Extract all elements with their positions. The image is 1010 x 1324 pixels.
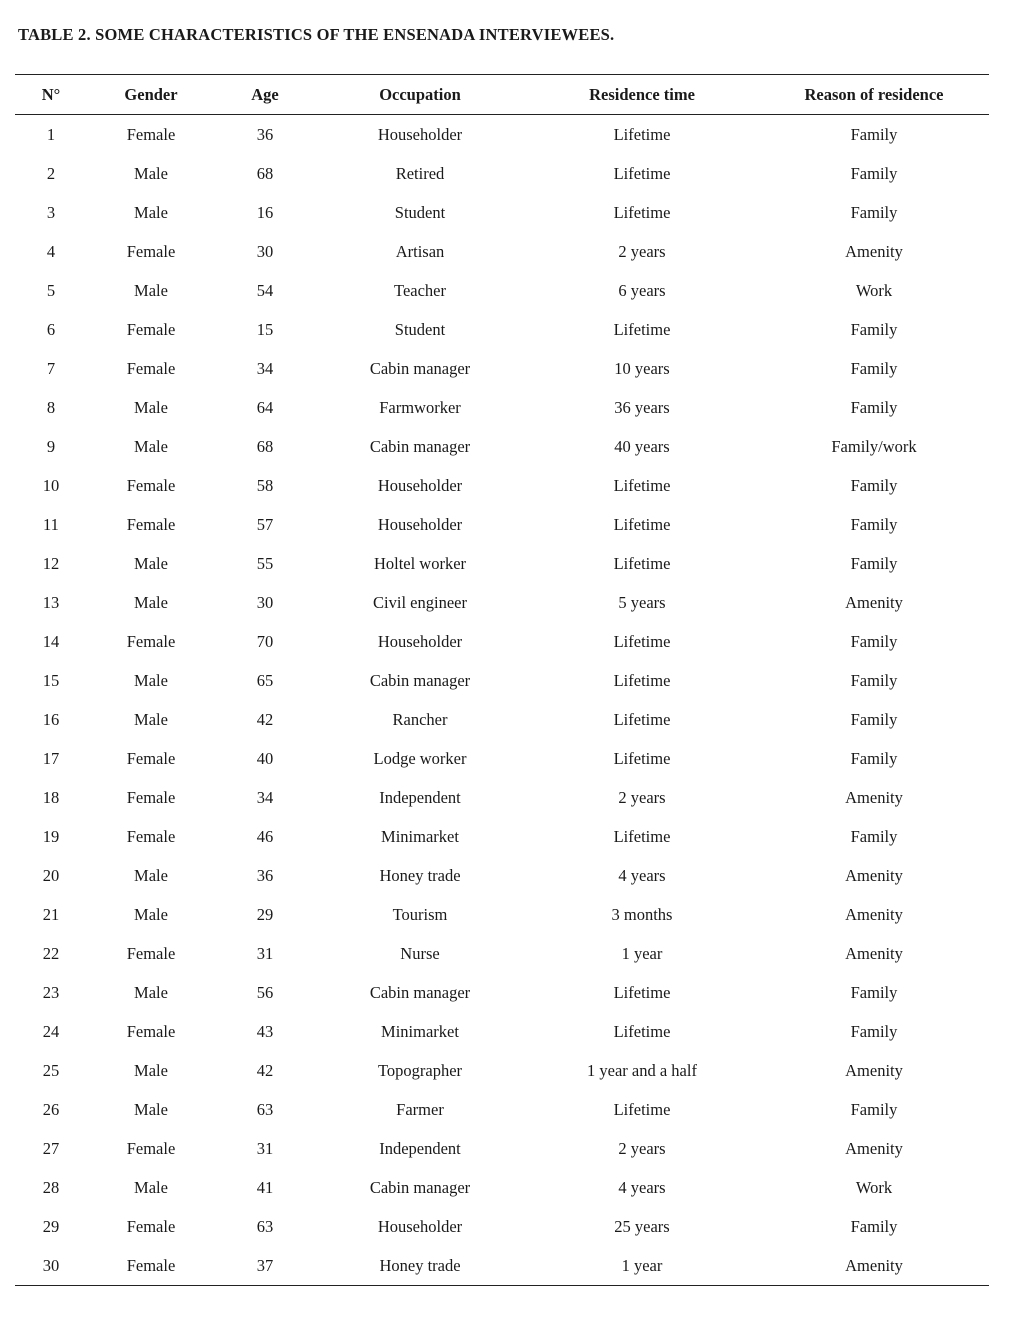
cell-gender: Male (134, 865, 168, 885)
cell-reason-of-residence: Family (850, 1099, 898, 1119)
table-row (15, 544, 989, 583)
cell-age: 36 (256, 124, 274, 144)
cell-reason-of-residence: Family (850, 670, 898, 690)
table-row (15, 115, 989, 155)
cell-age: 58 (256, 475, 274, 495)
cell-number: 1 (46, 124, 56, 144)
cell-reason-of-residence: Family/work (831, 436, 917, 456)
cell-number: 23 (42, 982, 60, 1002)
cell-number: 5 (46, 280, 56, 300)
cell-occupation: Householder (377, 124, 463, 144)
cell-gender: Female (126, 319, 176, 339)
cell-occupation: Topographer (377, 1060, 463, 1080)
cell-occupation: Farmer (396, 1099, 444, 1119)
cell-gender: Female (126, 1138, 176, 1158)
cell-age: 68 (256, 163, 274, 183)
table-row (15, 271, 989, 310)
cell-occupation: Householder (377, 631, 463, 651)
cell-reason-of-residence: Amenity (845, 943, 903, 963)
cell-age: 68 (256, 436, 274, 456)
table-row (15, 739, 989, 778)
cell-number: 2 (46, 163, 56, 183)
cell-residence-time: Lifetime (613, 631, 671, 651)
table-row (15, 154, 989, 193)
cell-gender: Female (126, 475, 176, 495)
cell-reason-of-residence: Family (850, 1216, 898, 1236)
cell-number: 26 (42, 1099, 60, 1119)
table-row (15, 193, 989, 232)
cell-reason-of-residence: Amenity (845, 865, 903, 885)
cell-gender: Male (134, 982, 168, 1002)
cell-gender: Female (126, 943, 176, 963)
table-row (15, 232, 989, 271)
cell-gender: Male (134, 709, 168, 729)
table-row (15, 817, 989, 856)
cell-number: 8 (46, 397, 56, 417)
cell-reason-of-residence: Amenity (845, 1255, 903, 1275)
cell-occupation: Minimarket (381, 826, 459, 846)
cell-age: 63 (256, 1216, 274, 1236)
cell-occupation: Retired (395, 163, 445, 183)
cell-occupation: Civil engineer (373, 592, 467, 612)
cell-age: 56 (256, 982, 274, 1002)
cell-residence-time: Lifetime (613, 553, 671, 573)
cell-gender: Female (126, 514, 176, 534)
cell-occupation: Student (394, 202, 446, 222)
cell-age: 15 (256, 319, 274, 339)
cell-reason-of-residence: Family (850, 631, 898, 651)
cell-reason-of-residence: Amenity (845, 904, 903, 924)
cell-reason-of-residence: Family (850, 1021, 898, 1041)
cell-gender: Female (126, 631, 176, 651)
cell-occupation: Cabin manager (369, 670, 471, 690)
cell-reason-of-residence: Work (855, 1177, 893, 1197)
header-gender: Gender (124, 84, 178, 104)
cell-age: 46 (256, 826, 274, 846)
cell-occupation: Cabin manager (369, 358, 471, 378)
cell-number: 22 (42, 943, 60, 963)
table-row (15, 622, 989, 661)
cell-gender: Female (126, 241, 176, 261)
cell-residence-time: Lifetime (613, 319, 671, 339)
cell-occupation: Cabin manager (369, 436, 471, 456)
cell-occupation: Honey trade (379, 865, 461, 885)
cell-number: 24 (42, 1021, 60, 1041)
table-row (15, 505, 989, 544)
cell-age: 41 (256, 1177, 274, 1197)
table-row (15, 310, 989, 349)
cell-number: 4 (46, 241, 56, 261)
cell-number: 14 (42, 631, 60, 651)
cell-gender: Male (134, 280, 168, 300)
cell-number: 19 (42, 826, 60, 846)
interviewees-table (15, 74, 989, 1286)
cell-reason-of-residence: Family (850, 514, 898, 534)
cell-residence-time: Lifetime (613, 1021, 671, 1041)
header-reason-of-residence: Reason of residence (804, 84, 944, 104)
cell-gender: Female (126, 787, 176, 807)
cell-reason-of-residence: Family (850, 982, 898, 1002)
cell-reason-of-residence: Amenity (845, 592, 903, 612)
cell-age: 43 (256, 1021, 274, 1041)
cell-occupation: Teacher (394, 280, 446, 300)
cell-age: 55 (256, 553, 274, 573)
table-row (15, 583, 989, 622)
cell-gender: Female (126, 1216, 176, 1236)
cell-number: 15 (42, 670, 60, 690)
cell-residence-time: 2 years (618, 1138, 666, 1158)
cell-number: 16 (42, 709, 60, 729)
cell-residence-time: 1 year (621, 943, 663, 963)
cell-number: 30 (42, 1255, 60, 1275)
cell-number: 29 (42, 1216, 60, 1236)
cell-residence-time: 1 year and a half (587, 1060, 697, 1080)
cell-number: 17 (42, 748, 60, 768)
table-row (15, 427, 989, 466)
cell-age: 30 (256, 592, 274, 612)
cell-occupation: Holtel worker (373, 553, 467, 573)
cell-age: 42 (256, 709, 274, 729)
cell-age: 29 (256, 904, 274, 924)
cell-residence-time: Lifetime (613, 709, 671, 729)
cell-reason-of-residence: Family (850, 397, 898, 417)
cell-reason-of-residence: Family (850, 358, 898, 378)
table-row (15, 1051, 989, 1090)
cell-gender: Male (134, 163, 168, 183)
cell-number: 6 (46, 319, 56, 339)
cell-residence-time: 3 months (611, 904, 673, 924)
cell-residence-time: 5 years (618, 592, 666, 612)
cell-gender: Male (134, 553, 168, 573)
cell-age: 34 (256, 787, 274, 807)
header-occupation: Occupation (379, 84, 461, 104)
cell-occupation: Student (394, 319, 446, 339)
table-row (15, 856, 989, 895)
cell-occupation: Householder (377, 514, 463, 534)
cell-number: 9 (46, 436, 56, 456)
cell-gender: Male (134, 1060, 168, 1080)
cell-age: 63 (256, 1099, 274, 1119)
cell-number: 3 (46, 202, 56, 222)
cell-gender: Female (126, 358, 176, 378)
cell-residence-time: 25 years (614, 1216, 670, 1236)
cell-gender: Male (134, 202, 168, 222)
cell-reason-of-residence: Work (855, 280, 893, 300)
cell-residence-time: Lifetime (613, 670, 671, 690)
table-row (15, 349, 989, 388)
header-age: Age (251, 84, 279, 104)
cell-occupation: Farmworker (379, 397, 461, 417)
cell-number: 13 (42, 592, 60, 612)
cell-residence-time: 40 years (614, 436, 670, 456)
cell-residence-time: Lifetime (613, 982, 671, 1002)
cell-gender: Female (126, 748, 176, 768)
cell-occupation: Householder (377, 475, 463, 495)
table-row (15, 1090, 989, 1129)
cell-residence-time: Lifetime (613, 748, 671, 768)
cell-age: 40 (256, 748, 274, 768)
table-row (15, 1129, 989, 1168)
cell-occupation: Nurse (400, 943, 440, 963)
cell-age: 64 (256, 397, 274, 417)
cell-reason-of-residence: Amenity (845, 1138, 903, 1158)
cell-reason-of-residence: Family (850, 748, 898, 768)
cell-occupation: Lodge worker (373, 748, 467, 768)
cell-residence-time: 2 years (618, 241, 666, 261)
cell-residence-time: 6 years (618, 280, 666, 300)
cell-gender: Female (126, 124, 176, 144)
cell-age: 34 (256, 358, 274, 378)
cell-occupation: Cabin manager (369, 1177, 471, 1197)
cell-reason-of-residence: Family (850, 709, 898, 729)
table-row (15, 1246, 989, 1286)
cell-residence-time: 36 years (614, 397, 670, 417)
cell-reason-of-residence: Family (850, 553, 898, 573)
cell-age: 42 (256, 1060, 274, 1080)
cell-age: 57 (256, 514, 274, 534)
cell-residence-time: Lifetime (613, 475, 671, 495)
cell-occupation: Tourism (392, 904, 448, 924)
cell-reason-of-residence: Amenity (845, 787, 903, 807)
table-row (15, 895, 989, 934)
cell-gender: Male (134, 1099, 168, 1119)
cell-age: 65 (256, 670, 274, 690)
cell-residence-time: 10 years (614, 358, 670, 378)
cell-gender: Male (134, 592, 168, 612)
cell-residence-time: Lifetime (613, 826, 671, 846)
cell-age: 70 (256, 631, 274, 651)
cell-gender: Male (134, 1177, 168, 1197)
cell-reason-of-residence: Family (850, 319, 898, 339)
cell-occupation: Householder (377, 1216, 463, 1236)
cell-occupation: Independent (379, 787, 461, 807)
cell-occupation: Honey trade (379, 1255, 461, 1275)
cell-number: 10 (42, 475, 60, 495)
table-body (15, 115, 989, 1286)
cell-number: 25 (42, 1060, 60, 1080)
cell-number: 21 (42, 904, 60, 924)
cell-number: 20 (42, 865, 60, 885)
table-row (15, 1207, 989, 1246)
cell-occupation: Minimarket (381, 1021, 459, 1041)
cell-occupation: Artisan (395, 241, 445, 261)
cell-reason-of-residence: Amenity (845, 241, 903, 261)
cell-occupation: Cabin manager (369, 982, 471, 1002)
header-residence-time: Residence time (589, 84, 695, 104)
cell-gender: Male (134, 670, 168, 690)
cell-number: 11 (43, 514, 59, 534)
table-row (15, 1012, 989, 1051)
cell-reason-of-residence: Amenity (845, 1060, 903, 1080)
cell-residence-time: Lifetime (613, 514, 671, 534)
cell-reason-of-residence: Family (850, 826, 898, 846)
table-row (15, 778, 989, 817)
cell-residence-time: 2 years (618, 787, 666, 807)
cell-number: 12 (42, 553, 60, 573)
cell-gender: Female (126, 1255, 176, 1275)
cell-gender: Male (134, 397, 168, 417)
table-row (15, 973, 989, 1012)
header-number: N° (41, 84, 61, 104)
cell-age: 16 (256, 202, 274, 222)
cell-occupation: Rancher (392, 709, 448, 729)
cell-age: 37 (256, 1255, 274, 1275)
cell-number: 27 (42, 1138, 60, 1158)
cell-reason-of-residence: Family (850, 202, 898, 222)
cell-occupation: Independent (379, 1138, 461, 1158)
cell-residence-time: 1 year (621, 1255, 663, 1275)
cell-age: 36 (256, 865, 274, 885)
cell-gender: Female (126, 1021, 176, 1041)
cell-residence-time: Lifetime (613, 124, 671, 144)
cell-reason-of-residence: Family (850, 124, 898, 144)
cell-residence-time: Lifetime (613, 1099, 671, 1119)
table-row (15, 1168, 989, 1207)
table-row (15, 700, 989, 739)
cell-residence-time: 4 years (618, 1177, 666, 1197)
cell-age: 31 (256, 943, 274, 963)
cell-residence-time: Lifetime (613, 163, 671, 183)
cell-number: 7 (46, 358, 56, 378)
table-row (15, 934, 989, 973)
cell-residence-time: Lifetime (613, 202, 671, 222)
cell-gender: Male (134, 904, 168, 924)
cell-gender: Female (126, 826, 176, 846)
table-row (15, 466, 989, 505)
table-title: TABLE 2. SOME CHARACTERISTICS OF THE ENSENADA INTERVIEWEES. (18, 25, 615, 44)
cell-reason-of-residence: Family (850, 475, 898, 495)
cell-age: 31 (256, 1138, 274, 1158)
table-row (15, 661, 989, 700)
cell-gender: Male (134, 436, 168, 456)
cell-age: 30 (256, 241, 274, 261)
header-row (15, 75, 989, 115)
cell-age: 54 (256, 280, 274, 300)
cell-residence-time: 4 years (618, 865, 666, 885)
cell-number: 18 (42, 787, 60, 807)
table-row (15, 388, 989, 427)
cell-number: 28 (42, 1177, 60, 1197)
cell-reason-of-residence: Family (850, 163, 898, 183)
